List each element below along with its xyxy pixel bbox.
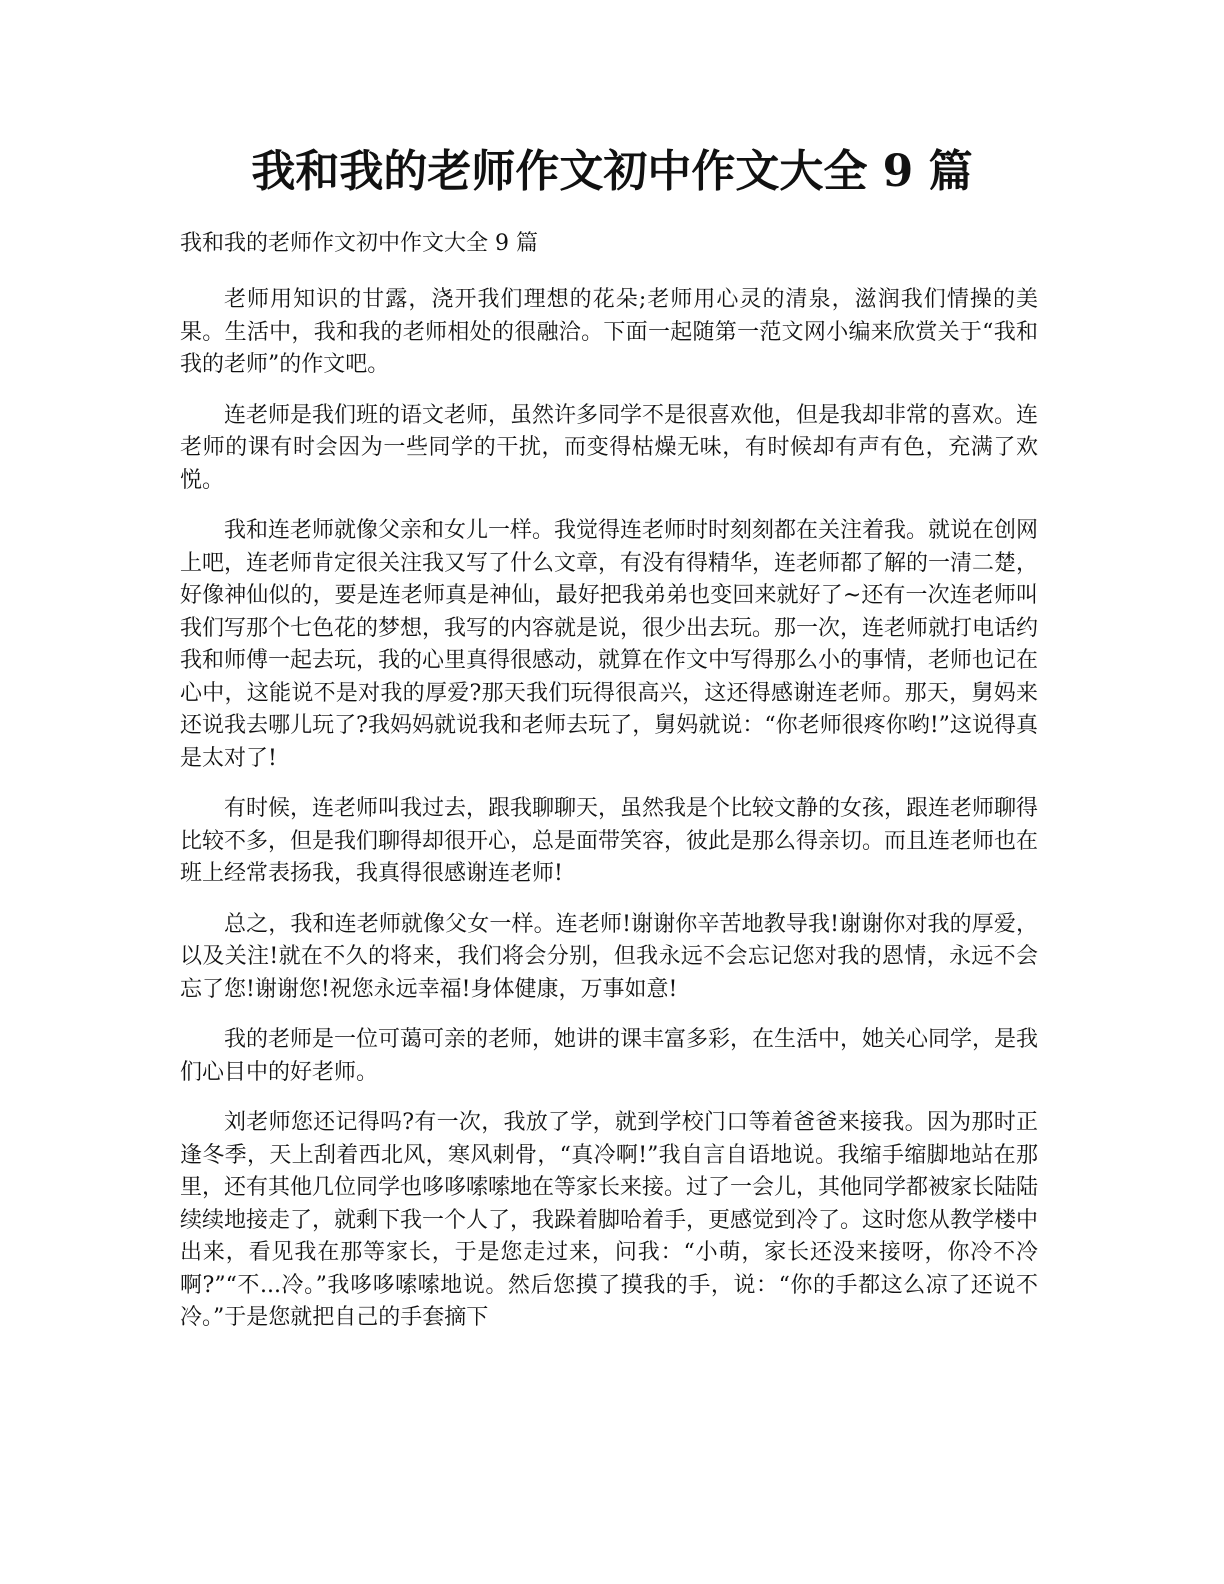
document-title: 我和我的老师作文初中作文大全 9 篇 — [251, 146, 973, 197]
paragraph-7: 刘老师您还记得吗?有一次，我放了学，就到学校门口等着爸爸来接我。因为那时正逢冬季，天上刮着西北风，寒风刺骨，“真冷啊!”我自言自语地说。我缩手缩脚地站在那里，还有其他几位同学也哆哆嗦嗦地在等家长来接。过了一会儿，其他同学都被家长陆陆续续地接走了，就剩下我一个人了，我跺着脚哈着手，更感觉到冷了。这时您从教学楼中出来，看见我在那等家长，于是您走过来，问我：“小萌，家长还没来接呀，你冷不冷啊?”“不...冷。”我哆哆嗦嗦地说。然后您摸了摸我的手，说：“你的手都这么凉了还说不冷。”于是您就把自己的手套摘下 — [180, 1110, 1039, 1330]
paragraph-5: 总之，我和连老师就像父女一样。连老师!谢谢你辛苦地教导我!谢谢你对我的厚爱，以及关注!就在不久的将来，我们将会分别，但我永远不会忘记您对我的恩情，永远不会忘了您!谢谢您!祝您永远幸福!身体健康，万事如意! — [180, 911, 1038, 1002]
document-body — [180, 284, 1038, 1353]
paragraph-4: 有时候，连老师叫我过去，跟我聊聊天，虽然我是个比较文静的女孩，跟连老师聊得比较不多，但是我们聊得却很开心，总是面带笑容，彼此是那么得亲切。而且连老师也在班上经常表扬我，我真得很感谢连老师! — [180, 796, 1039, 886]
paragraph-2: 连老师是我们班的语文老师，虽然许多同学不是很喜欢他，但是我却非常的喜欢。连老师的课有时会因为一些同学的干扰，而变得枯燥无味，有时候却有声有色，充满了欢悦。 — [180, 402, 1039, 493]
document-subtitle: 我和我的老师作文初中作文大全 9 篇 — [180, 231, 538, 256]
paragraph-3: 我和连老师就像父亲和女儿一样。我觉得连老师时时刻刻都在关注着我。就说在创网上吧，连老师肯定很关注我又写了什么文章，有没有得精华，连老师都了解的一清二楚，好像神仙似的，要是连老师真是神仙，最好把我弟弟也变回来就好了~还有一次连老师叫我们写那个七色花的梦想，我写的内容就是说，很少出去玩。那一次，连老师就打电话约我和师傅一起去玩，我的心里真得很感动，就算在作文中写得那么小的事情，老师也记在心中，这能说不是对我的厚爱?那天我们玩得很高兴，这还得感谢连老师。那天，舅妈来还说我去哪儿玩了?我妈妈就说我和老师去玩了，舅妈就说：“你老师很疼你哟!”这说得真是太对了! — [180, 518, 1039, 771]
paragraph-6: 我的老师是一位可蔼可亲的老师，她讲的课丰富多彩，在生活中，她关心同学，是我们心目中的好老师。 — [180, 1027, 1039, 1085]
paragraph-1: 老师用知识的甘露，浇开我们理想的花朵;老师用心灵的清泉，滋润我们情操的美果。生活中，我和我的老师相处的很融洽。下面一起随第一范文网小编来欣赏关于“我和我的老师”的作文吧。 — [180, 287, 1038, 377]
